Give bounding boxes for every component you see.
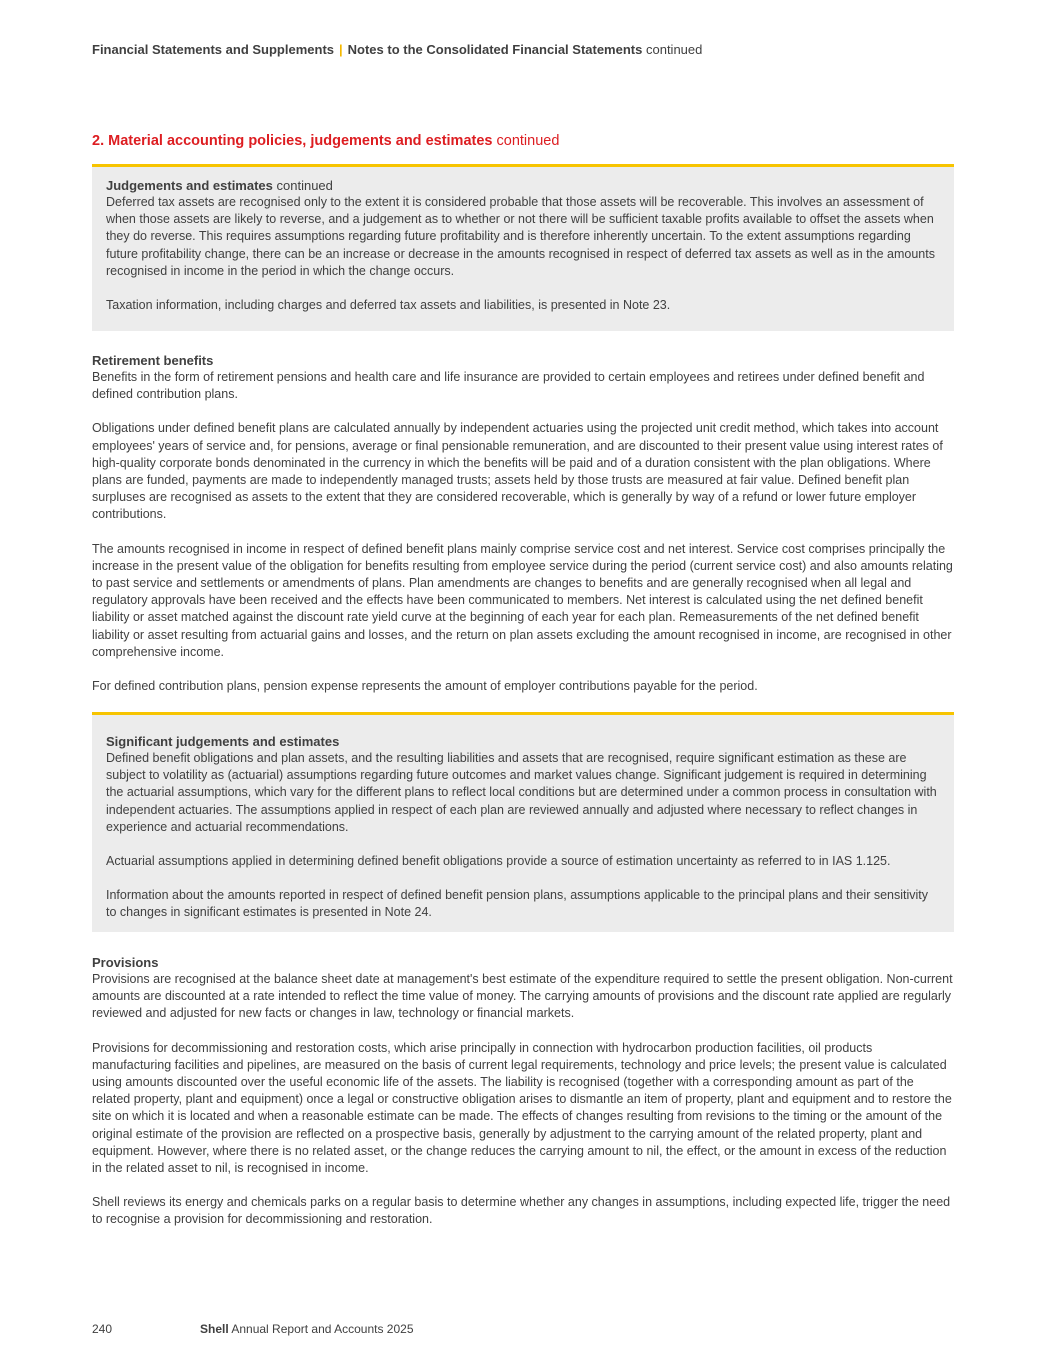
judgements-box-title: Judgements and estimates continued bbox=[106, 178, 333, 193]
significant-paragraph-1: Defined benefit obligations and plan assets, and the resulting liabilities and assets that are recognised, require significant estimation as these are subject to volatility as (actuarial) assumptions regarding future outcomes and market values change. Significant judgement is required in determining the actuarial assumptions, which vary for the different plans to reflect local conditions but are determined under a common process in consultation with independent actuaries. The assumptions applied in respect of each plan are reviewed annually and adjusted where necessary to reflect changes in experience and actuarial recommendations. bbox=[106, 751, 937, 834]
significant-judgements-box bbox=[92, 712, 954, 932]
judgements-paragraph-2: Taxation information, including charges and deferred tax assets and liabilities, is presented in Note 23. bbox=[106, 298, 671, 313]
section-title-text: 2. Material accounting policies, judgements and estimates bbox=[92, 133, 493, 149]
header-section: Financial Statements and Supplements bbox=[92, 42, 334, 57]
provisions-paragraph-3: Shell reviews its energy and chemicals parks on a regular basis to determine whether any changes in assumptions, including expected life, trigger the need to recognise a provision for decommissioning and restoration. bbox=[92, 1195, 951, 1227]
header-title: Notes to the Consolidated Financial Statements bbox=[347, 42, 643, 57]
section-title-continued: continued bbox=[496, 133, 560, 149]
page-number: 240 bbox=[92, 1322, 113, 1336]
page-footer bbox=[92, 1322, 414, 1336]
retirement-paragraph-4: For defined contribution plans, pension expense represents the amount of employer contributions payable for the period. bbox=[92, 679, 758, 694]
retirement-paragraph-3: The amounts recognised in income in respect of defined benefit plans mainly comprise service cost and net interest. Service cost comprises principally the increase in the present value of the obligation for benefits resulting from employee service during the period (current service cost) and also amounts relating to past service and settlements or amendments of plans. Plan amendments are changes to benefits and are generally recognised when all legal and regulatory approvals have been received and the effects have been communicated to members. Net interest is calculated using the net defined benefit liability or asset matched against the discount rate yield curve at the beginning of each year for each plan. Remeasurements of the net defined benefit liability or asset resulting from actuarial gains and losses, and the return on plan assets excluding the amount recognised in income, are recognised in other comprehensive income. bbox=[92, 541, 953, 659]
significant-judgements-title: Significant judgements and estimates bbox=[106, 734, 340, 749]
retirement-benefits-heading: Retirement benefits bbox=[92, 353, 214, 368]
page-header bbox=[92, 42, 702, 57]
provisions-paragraph-1: Provisions are recognised at the balance sheet date at management's best estimate of the expenditure required to settle the present obligation. Non-current amounts are discounted at a rate intended to reflect the time value of money. The carrying amounts of provisions and the discount rate applied are regularly reviewed and adjusted for new facts or changes in law, technology or financial markets. bbox=[92, 972, 953, 1021]
significant-paragraph-3: Information about the amounts reported in respect of defined benefit pension plans, assumptions applicable to the principal plans and their sensitivity to changes in significant estimates is presented in Note 24. bbox=[106, 888, 929, 920]
provisions-heading: Provisions bbox=[92, 955, 159, 970]
significant-paragraph-2: Actuarial assumptions applied in determining defined benefit obligations provide a source of estimation uncertainty as referred to in IAS 1.125. bbox=[106, 854, 891, 869]
header-continued: continued bbox=[645, 42, 703, 57]
section-title bbox=[92, 133, 559, 149]
retirement-benefits-section bbox=[92, 352, 954, 695]
header-separator: | bbox=[339, 42, 343, 57]
footer-brand: Shell bbox=[200, 1322, 229, 1336]
provisions-section bbox=[92, 954, 954, 1229]
judgements-paragraph-1: Deferred tax assets are recognised only to the extent it is considered probable that those assets will be recoverable. This involves an assessment of when those assets are likely to reverse, and a judgement as to whether or not there will be sufficient taxable profits available to offset the assets when they do reverse. This requires assumptions regarding future profitability and is therefore inherently uncertain. To the extent assumptions regarding future profitability change, there can be an increase or decrease in the amounts recognised in respect of deferred tax assets as well as in the amounts recognised in income in the period in which the change occurs. bbox=[106, 195, 935, 278]
retirement-paragraph-2: Obligations under defined benefit plans are calculated annually by independent actuaries using the projected unit credit method, which takes into account employees' years of service and, for pensions, average or final pensionable remuneration, and are discounted to their present value using interest rates of high-quality corporate bonds denominated in the currency in which the benefits will be paid and of a duration consistent with the plan obligations. Where plans are funded, payments are made to independently managed trusts; assets held by those trusts are measured at fair value. Defined benefit plan surpluses are recognised as assets to the extent that they are considered recoverable, which is generally by way of a refund or lower future employer contributions. bbox=[92, 421, 943, 522]
retirement-paragraph-1: Benefits in the form of retirement pensions and health care and life insurance are provided to certain employees and retirees under defined benefit and defined contribution plans. bbox=[92, 370, 925, 402]
provisions-paragraph-2: Provisions for decommissioning and restoration costs, which arise principally in connection with hydrocarbon production facilities, oil products manufacturing facilities and pipelines, are measured on the basis of current legal requirements, technology and price levels; the present value is calculated using amounts discounted over the useful economic life of the assets. The liability is recognised (together with a corresponding amount as part of the related property, plant and equipment) once a legal or constructive obligation arises to dismantle an item of property, plant and equipment and to restore the site on which it is located and when a reasonable estimate can be made. The effects of changes resulting from revisions to the timing or the amount of the original estimate of the provision are reflected on a prospective basis, generally by adjustment to the carrying amount of the related property, plant and equipment. However, where there is no related asset, or the change reduces the carrying amount to nil, the effect, or the amount in excess of the reduction in the related asset to nil, is recognised in income. bbox=[92, 1040, 952, 1176]
footer-report: Annual Report and Accounts 2025 bbox=[231, 1322, 414, 1336]
judgements-box bbox=[92, 164, 954, 331]
